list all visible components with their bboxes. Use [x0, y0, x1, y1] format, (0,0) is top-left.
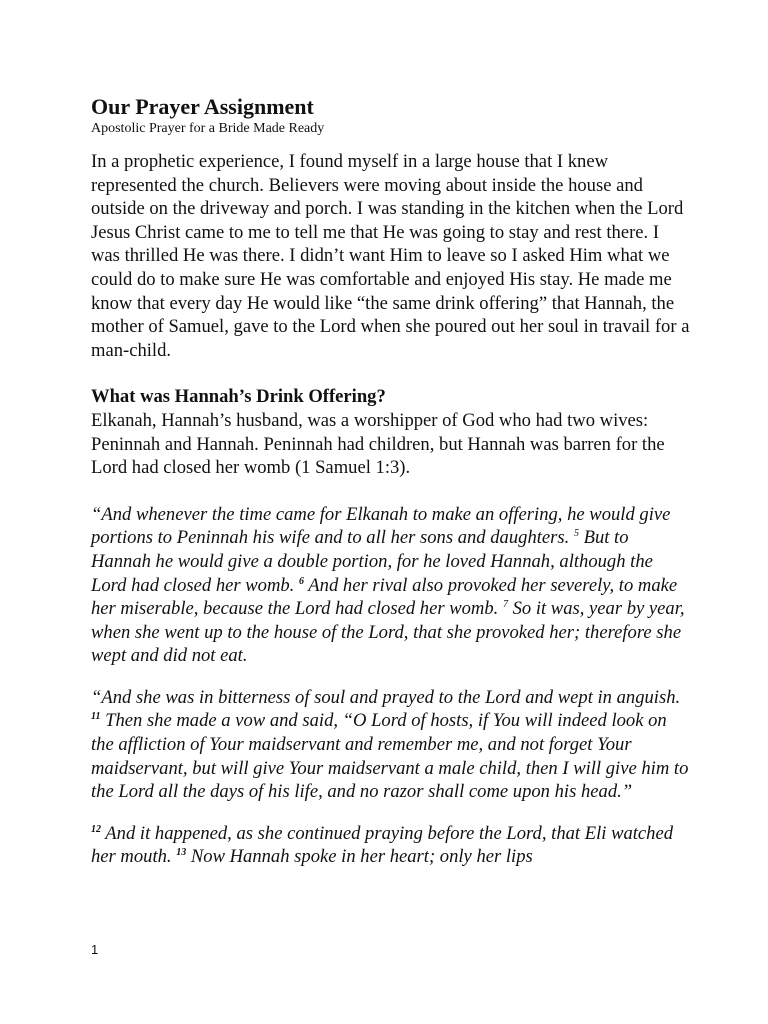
- verse-number: 6: [298, 575, 304, 587]
- verse-number: 13: [176, 847, 187, 859]
- quote-text: Now Hannah spoke in her heart; only her lips: [186, 846, 533, 868]
- scripture-quote-2: [91, 686, 691, 804]
- section-heading: What was Hannah’s Drink Offering?: [91, 386, 386, 408]
- quote-text: And her rival also provoked her severely, to make her miserable, because the Lord had closed her womb.: [91, 574, 678, 620]
- quote-text: “And whenever the time came for Elkanah to make an offering, he would give portions to Peninnah his wife and to all her sons and daughters.: [91, 503, 671, 549]
- scripture-quote-3: [91, 822, 691, 869]
- section-paragraph: Elkanah, Hannah’s husband, was a worshipper of God who had two wives: Peninnah and Hannah. Peninnah had children, but Hannah was barren for the Lord had closed her womb (1 Samuel 1:3).: [91, 409, 665, 479]
- document-page: [91, 93, 691, 869]
- quote-text: Then she made a vow and said, “O Lord of hosts, if You will indeed look on the affliction of Your maidservant and remember me, and not forget Your maidservant, but will give Your maidservant a male child, then I will give him to the Lord all the days of his life, and no razor shall come upon his head.”: [91, 710, 689, 803]
- verse-number: 5: [573, 528, 579, 540]
- verse-number: 12: [91, 823, 101, 835]
- quote-text: And it happened, as she continued praying before the Lord, that Eli watched her mouth.: [91, 822, 674, 868]
- intro-paragraph: In a prophetic experience, I found myself in a large house that I knew represented the church. Believers were moving about inside the house and outside on the driveway and porch. I was standing in the kitchen when the Lord Jesus Christ came to me to tell me that He was going to stay and rest there. I was thrilled He was there. I didn’t want Him to leave so I asked Him what we could do to make sure He was comfortable and enjoyed His stay. He made me know that every day He would like “the same drink offering” that Hannah, the mother of Samuel, gave to the Lord when she poured out her soul in travail for a man-child.: [91, 151, 690, 361]
- quote-text: But to Hannah he would give a double portion, for he loved Hannah, although the Lord had closed her womb.: [91, 527, 653, 596]
- page-number: 1: [91, 942, 99, 957]
- verse-number: 11: [91, 711, 101, 723]
- page-title: Our Prayer Assignment: [91, 94, 314, 119]
- page-subtitle: Apostolic Prayer for a Bride Made Ready: [91, 121, 325, 136]
- quote-text: So it was, year by year, when she went up to the house of the Lord, that she provoked her; therefore she wept and did not eat.: [91, 598, 685, 667]
- verse-number: 7: [502, 598, 508, 610]
- scripture-quote-1: [91, 503, 691, 668]
- quote-text: “And she was in bitterness of soul and prayed to the Lord and wept in anguish.: [91, 686, 681, 708]
